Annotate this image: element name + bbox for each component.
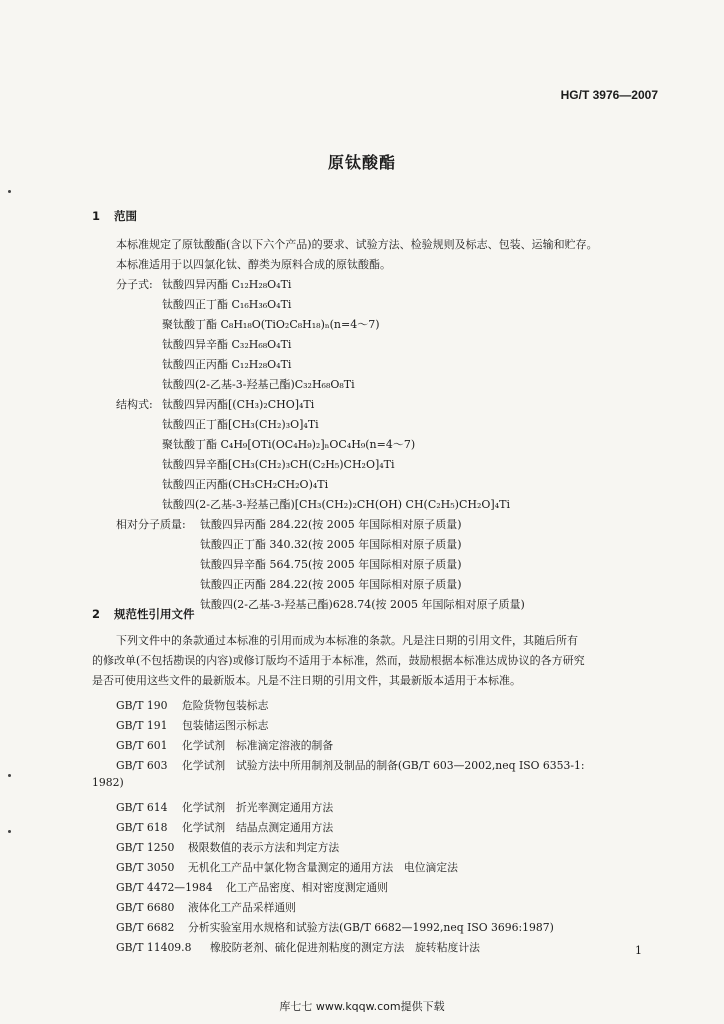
formula-label: 分子式: (116, 278, 153, 291)
reference-item (116, 840, 339, 855)
standard-code: HG/T 3976—2007 (560, 88, 658, 102)
reference-title: 化工产品密度、相对密度测定通则 (226, 881, 388, 894)
formula-line: 钛酸四异丙酯 C₁₂H₂₈O₄Ti (162, 278, 292, 291)
reference-code: GB/T 618 (116, 821, 168, 834)
download-footer: 库七七 www.kqqw.com提供下载 (279, 1000, 445, 1013)
reference-code: GB/T 6682 (116, 921, 175, 934)
reference-code: GB/T 601 (116, 739, 168, 752)
reference-title: 分析实验室用水规格和试验方法(GB/T 6682—1992,neq ISO 3696:1987) (188, 921, 554, 934)
mass-line: 钛酸四异辛酯 564.75(按 2005 年国际相对原子质量) (200, 558, 462, 571)
structure-line: 钛酸四正丁酯[CH₃(CH₂)₃O]₄Ti (162, 418, 319, 431)
reference-title: 化学试剂 试验方法中所用制剂及制品的制备(GB/T 603—2002,neq ISO 6353-1: (182, 759, 585, 772)
reference-item (116, 920, 554, 935)
page-number: 1 (635, 944, 642, 957)
mass-line: 钛酸四异丙酯 284.22(按 2005 年国际相对原子质量) (200, 518, 462, 531)
section-number: 2 (92, 607, 101, 621)
scan-speck (8, 190, 11, 193)
section-title: 规范性引用文件 (114, 607, 195, 621)
reference-item (116, 800, 333, 815)
reference-continuation: 1982) (92, 776, 124, 789)
structure-label: 结构式: (116, 398, 153, 411)
section-2-heading (92, 606, 195, 622)
reference-code: GB/T 603 (116, 759, 168, 772)
reference-item (116, 758, 585, 773)
scope-paragraph: 本标准规定了原钛酸酯(含以下六个产品)的要求、试验方法、检验规则及标志、包装、运输和贮存。 (116, 238, 598, 251)
section-1-heading (92, 208, 137, 224)
formula-line: 钛酸四异辛酯 C₃₂H₆₈O₄Ti (162, 338, 292, 351)
reference-item (116, 940, 480, 955)
reference-item (116, 900, 296, 915)
scope-paragraph-2: 本标准适用于以四氯化钛、醇类为原料合成的原钛酸酯。 (116, 258, 391, 271)
reference-title: 包装储运图示标志 (182, 719, 269, 732)
reference-title: 危险货物包装标志 (182, 699, 269, 712)
reference-code: GB/T 3050 (116, 861, 175, 874)
reference-title: 化学试剂 结晶点测定通用方法 (182, 821, 334, 834)
formula-line: 钛酸四(2-乙基-3-羟基己酯)C₃₂H₆₈O₈Ti (162, 378, 355, 391)
reference-code: GB/T 6680 (116, 901, 175, 914)
structure-line: 钛酸四异辛酯[CH₃(CH₂)₃CH(C₂H₅)CH₂O]₄Ti (162, 458, 395, 471)
structure-line: 钛酸四(2-乙基-3-羟基己酯)[CH₃(CH₂)₂CH(OH) CH(C₂H₅)CH₂O]₄Ti (162, 498, 510, 511)
normative-paragraph-line: 下列文件中的条款通过本标准的引用而成为本标准的条款。凡是注日期的引用文件，其随后所有 (116, 634, 578, 647)
formula-line: 钛酸四正丁酯 C₁₆H₃₆O₄Ti (162, 298, 292, 311)
reference-code: GB/T 11409.8 (116, 941, 192, 954)
reference-code: GB/T 614 (116, 801, 168, 814)
reference-code: GB/T 4472—1984 (116, 881, 213, 894)
formula-line: 聚钛酸丁酯 C₈H₁₈O(TiO₂C₈H₁₈)ₙ(n=4～7) (162, 318, 380, 331)
reference-item (116, 860, 458, 875)
reference-item (116, 698, 268, 713)
reference-title: 化学试剂 标准滴定溶液的制备 (182, 739, 334, 752)
reference-code: GB/T 191 (116, 719, 168, 732)
mass-line: 钛酸四正丁酯 340.32(按 2005 年国际相对原子质量) (200, 538, 462, 551)
scan-speck (8, 830, 11, 833)
normative-paragraph-line: 是否可使用这些文件的最新版本。凡是不注日期的引用文件，其最新版本适用于本标准。 (92, 674, 521, 687)
reference-title: 橡胶防老剂、硫化促进剂粘度的测定方法 旋转粘度计法 (210, 941, 480, 954)
mass-label: 相对分子质量: (116, 518, 186, 531)
document-title: 原钛酸酯 (327, 153, 396, 172)
reference-title: 无机化工产品中氯化物含量测定的通用方法 电位滴定法 (188, 861, 458, 874)
reference-item (116, 820, 333, 835)
section-title: 范围 (114, 209, 137, 223)
reference-item (116, 738, 333, 753)
formula-line: 钛酸四正丙酯 C₁₂H₂₈O₄Ti (162, 358, 292, 371)
reference-title: 液体化工产品采样通则 (188, 901, 296, 914)
reference-title: 化学试剂 折光率测定通用方法 (182, 801, 334, 814)
reference-item (116, 880, 388, 895)
reference-title: 极限数值的表示方法和判定方法 (188, 841, 340, 854)
reference-code: GB/T 190 (116, 699, 168, 712)
mass-line: 钛酸四(2-乙基-3-羟基己酯)628.74(按 2005 年国际相对原子质量) (200, 598, 525, 611)
scan-speck (8, 774, 11, 777)
structure-line: 聚钛酸丁酯 C₄H₉[OTi(OC₄H₉)₂]ₙOC₄H₉(n=4～7) (162, 438, 416, 451)
structure-line: 钛酸四正丙酯(CH₃CH₂CH₂O)₄Ti (162, 478, 329, 491)
structure-line: 钛酸四异丙酯[(CH₃)₂CHO]₄Ti (162, 398, 315, 411)
mass-line: 钛酸四正丙酯 284.22(按 2005 年国际相对原子质量) (200, 578, 462, 591)
normative-paragraph-line: 的修改单(不包括勘误的内容)或修订版均不适用于本标准，然而，鼓励根据本标准达成协议的各方研究 (92, 654, 585, 667)
reference-item (116, 718, 268, 733)
reference-code: GB/T 1250 (116, 841, 175, 854)
section-number: 1 (92, 209, 101, 223)
